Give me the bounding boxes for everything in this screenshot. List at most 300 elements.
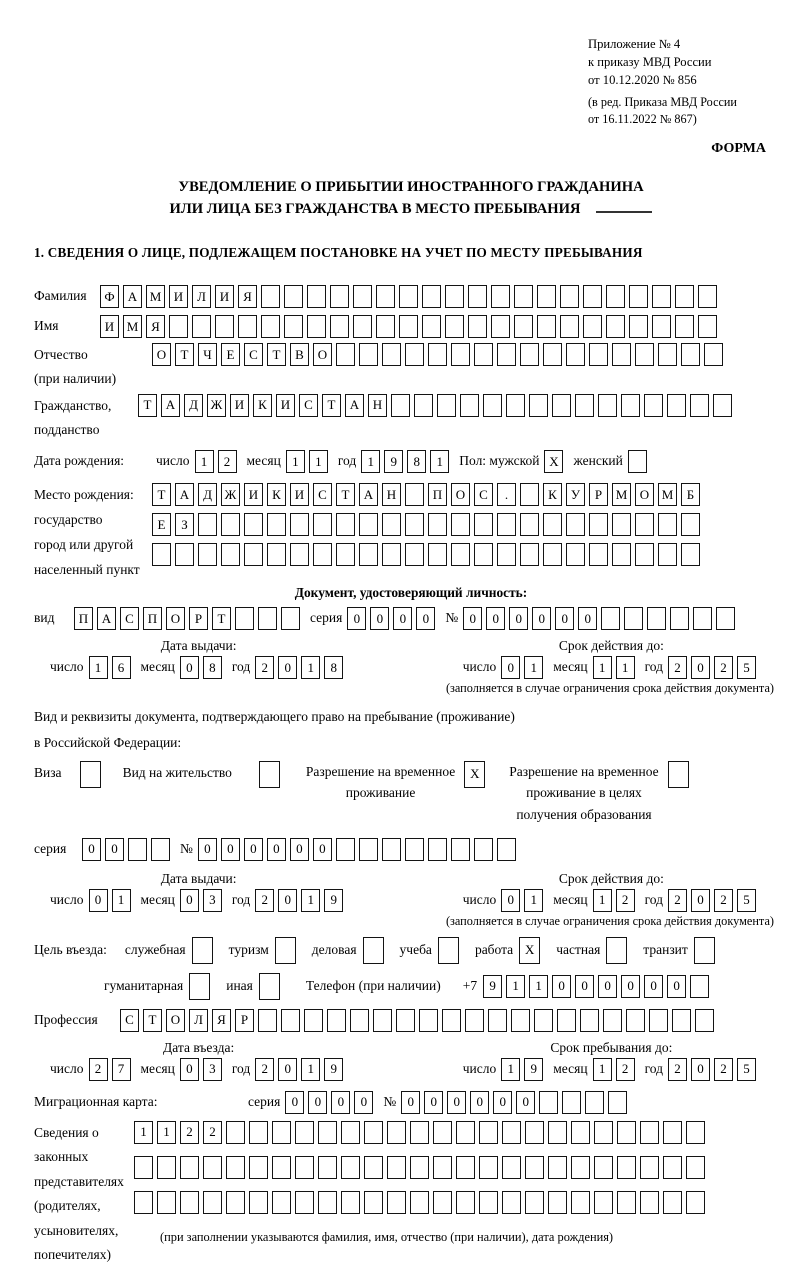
cell[interactable]: Р xyxy=(235,1009,254,1032)
cell[interactable] xyxy=(318,1156,337,1179)
cell[interactable] xyxy=(259,761,280,788)
cell[interactable] xyxy=(134,1191,153,1214)
cell[interactable] xyxy=(373,1009,392,1032)
cell[interactable]: С xyxy=(299,394,318,417)
cell[interactable] xyxy=(456,1156,475,1179)
cell[interactable] xyxy=(497,513,516,536)
cell[interactable]: О xyxy=(451,483,470,506)
cell[interactable] xyxy=(667,394,686,417)
cell[interactable]: 1 xyxy=(301,656,320,679)
cell[interactable] xyxy=(571,1121,590,1144)
cell[interactable] xyxy=(134,1156,153,1179)
cell[interactable] xyxy=(442,1009,461,1032)
cell[interactable] xyxy=(226,1156,245,1179)
cell[interactable]: А xyxy=(123,285,142,308)
cell[interactable]: И xyxy=(244,483,263,506)
cell[interactable] xyxy=(502,1156,521,1179)
cell[interactable]: 2 xyxy=(668,1058,687,1081)
cell[interactable]: Р xyxy=(589,483,608,506)
cell[interactable] xyxy=(606,937,627,964)
cell[interactable] xyxy=(483,394,502,417)
cell[interactable]: 0 xyxy=(691,1058,710,1081)
cell[interactable]: 7 xyxy=(112,1058,131,1081)
cell[interactable] xyxy=(192,937,213,964)
cell[interactable] xyxy=(548,1191,567,1214)
cell[interactable]: . xyxy=(497,483,516,506)
cell[interactable]: 0 xyxy=(89,889,108,912)
cell[interactable] xyxy=(290,543,309,566)
cell[interactable] xyxy=(157,1156,176,1179)
cell[interactable]: И xyxy=(290,483,309,506)
cell[interactable]: М xyxy=(123,315,142,338)
cell[interactable]: И xyxy=(100,315,119,338)
cell[interactable] xyxy=(575,394,594,417)
cell[interactable]: Я xyxy=(238,285,257,308)
cell[interactable]: 0 xyxy=(401,1091,420,1114)
cell[interactable]: 0 xyxy=(393,607,412,630)
cell[interactable] xyxy=(635,343,654,366)
cell[interactable] xyxy=(681,543,700,566)
cell[interactable] xyxy=(649,1009,668,1032)
cell[interactable] xyxy=(419,1009,438,1032)
cell[interactable] xyxy=(497,543,516,566)
cell[interactable] xyxy=(468,285,487,308)
cell[interactable] xyxy=(258,607,277,630)
cell[interactable] xyxy=(341,1191,360,1214)
cell[interactable] xyxy=(589,513,608,536)
cell[interactable] xyxy=(259,973,280,1000)
cell[interactable]: Ж xyxy=(207,394,226,417)
cell[interactable]: Б xyxy=(681,483,700,506)
cell[interactable] xyxy=(235,607,254,630)
cell[interactable]: 1 xyxy=(593,656,612,679)
cell[interactable] xyxy=(525,1156,544,1179)
cell[interactable] xyxy=(313,543,332,566)
cell[interactable] xyxy=(405,483,424,506)
cell[interactable] xyxy=(539,1091,558,1114)
cell[interactable]: 9 xyxy=(384,450,403,473)
cell[interactable] xyxy=(336,343,355,366)
cell[interactable] xyxy=(474,838,493,861)
cell[interactable]: 8 xyxy=(324,656,343,679)
cell[interactable] xyxy=(341,1121,360,1144)
cell[interactable]: 1 xyxy=(361,450,380,473)
cell[interactable] xyxy=(635,543,654,566)
cell[interactable] xyxy=(275,937,296,964)
cell[interactable]: 0 xyxy=(667,975,686,998)
cell[interactable]: 5 xyxy=(737,656,756,679)
cell[interactable] xyxy=(635,513,654,536)
cell[interactable] xyxy=(284,315,303,338)
cell[interactable] xyxy=(668,761,689,788)
cell[interactable] xyxy=(670,607,689,630)
cell[interactable]: 0 xyxy=(278,656,297,679)
cell[interactable] xyxy=(713,394,732,417)
cell[interactable] xyxy=(629,285,648,308)
cell[interactable] xyxy=(686,1156,705,1179)
cell[interactable] xyxy=(221,543,240,566)
cell[interactable] xyxy=(396,1009,415,1032)
cell[interactable] xyxy=(548,1156,567,1179)
cell[interactable] xyxy=(359,543,378,566)
cell[interactable] xyxy=(474,543,493,566)
cell[interactable]: 3 xyxy=(203,1058,222,1081)
cell[interactable]: 0 xyxy=(308,1091,327,1114)
cell[interactable]: Е xyxy=(221,343,240,366)
cell[interactable] xyxy=(479,1156,498,1179)
cell[interactable] xyxy=(497,343,516,366)
cell[interactable] xyxy=(336,543,355,566)
cell[interactable] xyxy=(295,1191,314,1214)
cell[interactable]: 0 xyxy=(105,838,124,861)
cell[interactable]: 0 xyxy=(347,607,366,630)
cell[interactable]: 2 xyxy=(255,656,274,679)
cell[interactable] xyxy=(698,285,717,308)
cell[interactable] xyxy=(387,1156,406,1179)
cell[interactable]: О xyxy=(166,1009,185,1032)
cell[interactable] xyxy=(180,1191,199,1214)
cell[interactable]: Т xyxy=(322,394,341,417)
cell[interactable] xyxy=(589,543,608,566)
cell[interactable] xyxy=(284,285,303,308)
cell[interactable]: 0 xyxy=(516,1091,535,1114)
cell[interactable]: К xyxy=(253,394,272,417)
cell[interactable] xyxy=(313,513,332,536)
cell[interactable] xyxy=(272,1121,291,1144)
cell[interactable] xyxy=(261,285,280,308)
cell[interactable] xyxy=(198,513,217,536)
cell[interactable] xyxy=(598,394,617,417)
cell[interactable] xyxy=(391,394,410,417)
cell[interactable]: 9 xyxy=(324,1058,343,1081)
cell[interactable]: А xyxy=(175,483,194,506)
cell[interactable] xyxy=(318,1121,337,1144)
cell[interactable] xyxy=(405,343,424,366)
cell[interactable]: И xyxy=(230,394,249,417)
cell[interactable]: 1 xyxy=(529,975,548,998)
cell[interactable] xyxy=(244,513,263,536)
cell[interactable]: 1 xyxy=(430,450,449,473)
cell[interactable]: 0 xyxy=(621,975,640,998)
cell[interactable]: 0 xyxy=(82,838,101,861)
cell[interactable]: А xyxy=(161,394,180,417)
cell[interactable]: П xyxy=(428,483,447,506)
cell[interactable] xyxy=(629,315,648,338)
cell[interactable] xyxy=(456,1191,475,1214)
cell[interactable] xyxy=(511,1009,530,1032)
cell[interactable] xyxy=(151,838,170,861)
cell[interactable] xyxy=(566,513,585,536)
cell[interactable] xyxy=(80,761,101,788)
cell[interactable] xyxy=(221,513,240,536)
cell[interactable]: 8 xyxy=(407,450,426,473)
cell[interactable]: X xyxy=(464,761,485,788)
cell[interactable] xyxy=(658,343,677,366)
cell[interactable]: И xyxy=(169,285,188,308)
cell[interactable] xyxy=(534,1009,553,1032)
cell[interactable] xyxy=(364,1121,383,1144)
cell[interactable] xyxy=(336,513,355,536)
cell[interactable]: 0 xyxy=(644,975,663,998)
cell[interactable]: 9 xyxy=(524,1058,543,1081)
cell[interactable]: Т xyxy=(175,343,194,366)
cell[interactable]: 0 xyxy=(180,889,199,912)
cell[interactable] xyxy=(350,1009,369,1032)
cell[interactable] xyxy=(382,513,401,536)
cell[interactable] xyxy=(281,607,300,630)
cell[interactable] xyxy=(488,1009,507,1032)
cell[interactable]: О xyxy=(166,607,185,630)
cell[interactable] xyxy=(363,937,384,964)
cell[interactable] xyxy=(468,315,487,338)
cell[interactable]: Т xyxy=(143,1009,162,1032)
cell[interactable] xyxy=(571,1156,590,1179)
cell[interactable] xyxy=(376,285,395,308)
cell[interactable]: 2 xyxy=(668,889,687,912)
cell[interactable]: 0 xyxy=(278,1058,297,1081)
cell[interactable] xyxy=(686,1121,705,1144)
cell[interactable] xyxy=(621,394,640,417)
cell[interactable] xyxy=(272,1191,291,1214)
cell[interactable]: Д xyxy=(198,483,217,506)
cell[interactable] xyxy=(451,543,470,566)
cell[interactable] xyxy=(438,937,459,964)
cell[interactable] xyxy=(456,1121,475,1144)
cell[interactable]: X xyxy=(519,937,540,964)
cell[interactable]: 0 xyxy=(244,838,263,861)
cell[interactable] xyxy=(152,543,171,566)
cell[interactable] xyxy=(543,343,562,366)
cell[interactable]: 2 xyxy=(203,1121,222,1144)
cell[interactable] xyxy=(562,1091,581,1114)
cell[interactable]: 0 xyxy=(501,656,520,679)
cell[interactable] xyxy=(433,1121,452,1144)
cell[interactable] xyxy=(428,543,447,566)
cell[interactable] xyxy=(675,315,694,338)
cell[interactable]: 0 xyxy=(575,975,594,998)
cell[interactable] xyxy=(215,315,234,338)
cell[interactable]: 0 xyxy=(447,1091,466,1114)
cell[interactable]: А xyxy=(345,394,364,417)
cell[interactable] xyxy=(690,975,709,998)
cell[interactable]: А xyxy=(97,607,116,630)
cell[interactable]: 0 xyxy=(552,975,571,998)
cell[interactable]: Ф xyxy=(100,285,119,308)
cell[interactable]: 2 xyxy=(714,656,733,679)
cell[interactable] xyxy=(652,315,671,338)
cell[interactable] xyxy=(624,607,643,630)
cell[interactable]: Н xyxy=(368,394,387,417)
cell[interactable] xyxy=(304,1009,323,1032)
cell[interactable] xyxy=(543,513,562,536)
cell[interactable]: 0 xyxy=(290,838,309,861)
cell[interactable]: 0 xyxy=(501,889,520,912)
cell[interactable] xyxy=(258,1009,277,1032)
cell[interactable] xyxy=(491,315,510,338)
cell[interactable] xyxy=(640,1121,659,1144)
cell[interactable]: 0 xyxy=(198,838,217,861)
cell[interactable]: 1 xyxy=(301,1058,320,1081)
cell[interactable] xyxy=(658,543,677,566)
cell[interactable]: П xyxy=(74,607,93,630)
cell[interactable] xyxy=(327,1009,346,1032)
cell[interactable] xyxy=(663,1156,682,1179)
cell[interactable] xyxy=(663,1191,682,1214)
cell[interactable]: С xyxy=(474,483,493,506)
cell[interactable] xyxy=(203,1156,222,1179)
cell[interactable] xyxy=(681,343,700,366)
cell[interactable]: Н xyxy=(382,483,401,506)
cell[interactable] xyxy=(410,1121,429,1144)
cell[interactable] xyxy=(491,285,510,308)
cell[interactable] xyxy=(405,838,424,861)
cell[interactable] xyxy=(267,543,286,566)
cell[interactable] xyxy=(387,1191,406,1214)
cell[interactable] xyxy=(267,513,286,536)
cell[interactable]: И xyxy=(215,285,234,308)
cell[interactable]: 2 xyxy=(668,656,687,679)
cell[interactable] xyxy=(180,1156,199,1179)
cell[interactable]: М xyxy=(612,483,631,506)
cell[interactable]: 0 xyxy=(598,975,617,998)
cell[interactable]: 0 xyxy=(416,607,435,630)
cell[interactable]: С xyxy=(120,607,139,630)
cell[interactable]: И xyxy=(276,394,295,417)
cell[interactable]: 0 xyxy=(470,1091,489,1114)
cell[interactable]: 2 xyxy=(255,889,274,912)
cell[interactable] xyxy=(414,394,433,417)
cell[interactable] xyxy=(502,1121,521,1144)
cell[interactable] xyxy=(169,315,188,338)
cell[interactable] xyxy=(157,1191,176,1214)
cell[interactable] xyxy=(281,1009,300,1032)
cell[interactable]: 1 xyxy=(501,1058,520,1081)
cell[interactable] xyxy=(658,513,677,536)
cell[interactable] xyxy=(560,285,579,308)
cell[interactable] xyxy=(295,1121,314,1144)
cell[interactable] xyxy=(272,1156,291,1179)
cell[interactable]: Р xyxy=(189,607,208,630)
cell[interactable] xyxy=(479,1121,498,1144)
cell[interactable] xyxy=(548,1121,567,1144)
cell[interactable]: 2 xyxy=(714,889,733,912)
cell[interactable] xyxy=(675,285,694,308)
cell[interactable]: 0 xyxy=(180,1058,199,1081)
cell[interactable]: 0 xyxy=(555,607,574,630)
cell[interactable]: 1 xyxy=(593,889,612,912)
cell[interactable]: С xyxy=(244,343,263,366)
cell[interactable] xyxy=(428,343,447,366)
cell[interactable] xyxy=(537,315,556,338)
cell[interactable]: 0 xyxy=(285,1091,304,1114)
cell[interactable]: 0 xyxy=(691,889,710,912)
cell[interactable] xyxy=(543,543,562,566)
cell[interactable] xyxy=(359,838,378,861)
cell[interactable] xyxy=(249,1121,268,1144)
cell[interactable] xyxy=(608,1091,627,1114)
cell[interactable] xyxy=(238,315,257,338)
cell[interactable] xyxy=(451,343,470,366)
cell[interactable] xyxy=(520,483,539,506)
cell[interactable]: В xyxy=(290,343,309,366)
cell[interactable] xyxy=(261,315,280,338)
cell[interactable] xyxy=(364,1156,383,1179)
cell[interactable] xyxy=(663,1121,682,1144)
cell[interactable] xyxy=(433,1191,452,1214)
cell[interactable]: 0 xyxy=(354,1091,373,1114)
cell[interactable] xyxy=(583,285,602,308)
cell[interactable]: 0 xyxy=(578,607,597,630)
cell[interactable] xyxy=(571,1191,590,1214)
cell[interactable]: 2 xyxy=(714,1058,733,1081)
cell[interactable] xyxy=(433,1156,452,1179)
cell[interactable]: 1 xyxy=(112,889,131,912)
cell[interactable]: 0 xyxy=(180,656,199,679)
cell[interactable]: М xyxy=(146,285,165,308)
cell[interactable] xyxy=(249,1156,268,1179)
cell[interactable]: 1 xyxy=(89,656,108,679)
cell[interactable]: 1 xyxy=(134,1121,153,1144)
cell[interactable]: Т xyxy=(138,394,157,417)
cell[interactable] xyxy=(364,1191,383,1214)
cell[interactable] xyxy=(716,607,735,630)
cell[interactable] xyxy=(520,513,539,536)
cell[interactable]: Т xyxy=(336,483,355,506)
cell[interactable]: Д xyxy=(184,394,203,417)
cell[interactable] xyxy=(681,513,700,536)
cell[interactable] xyxy=(617,1191,636,1214)
cell[interactable]: К xyxy=(543,483,562,506)
cell[interactable]: 1 xyxy=(157,1121,176,1144)
cell[interactable] xyxy=(583,315,602,338)
cell[interactable]: 1 xyxy=(301,889,320,912)
cell[interactable] xyxy=(382,343,401,366)
cell[interactable]: З xyxy=(175,513,194,536)
cell[interactable] xyxy=(698,315,717,338)
cell[interactable]: О xyxy=(152,343,171,366)
cell[interactable]: 0 xyxy=(331,1091,350,1114)
cell[interactable] xyxy=(353,285,372,308)
cell[interactable]: X xyxy=(544,450,563,473)
cell[interactable]: 0 xyxy=(532,607,551,630)
cell[interactable] xyxy=(537,285,556,308)
cell[interactable]: 9 xyxy=(324,889,343,912)
cell[interactable] xyxy=(514,315,533,338)
cell[interactable] xyxy=(422,285,441,308)
cell[interactable] xyxy=(465,1009,484,1032)
cell[interactable]: К xyxy=(267,483,286,506)
cell[interactable]: Я xyxy=(212,1009,231,1032)
cell[interactable]: 8 xyxy=(203,656,222,679)
cell[interactable] xyxy=(640,1191,659,1214)
cell[interactable] xyxy=(410,1191,429,1214)
cell[interactable] xyxy=(520,543,539,566)
cell[interactable] xyxy=(192,315,211,338)
cell[interactable]: М xyxy=(658,483,677,506)
cell[interactable]: 0 xyxy=(278,889,297,912)
cell[interactable]: Ж xyxy=(221,483,240,506)
cell[interactable]: 0 xyxy=(221,838,240,861)
cell[interactable] xyxy=(594,1191,613,1214)
cell[interactable] xyxy=(330,315,349,338)
cell[interactable] xyxy=(244,543,263,566)
cell[interactable]: 0 xyxy=(424,1091,443,1114)
cell[interactable]: 0 xyxy=(463,607,482,630)
cell[interactable] xyxy=(525,1121,544,1144)
cell[interactable] xyxy=(589,343,608,366)
cell[interactable] xyxy=(566,543,585,566)
cell[interactable] xyxy=(585,1091,604,1114)
